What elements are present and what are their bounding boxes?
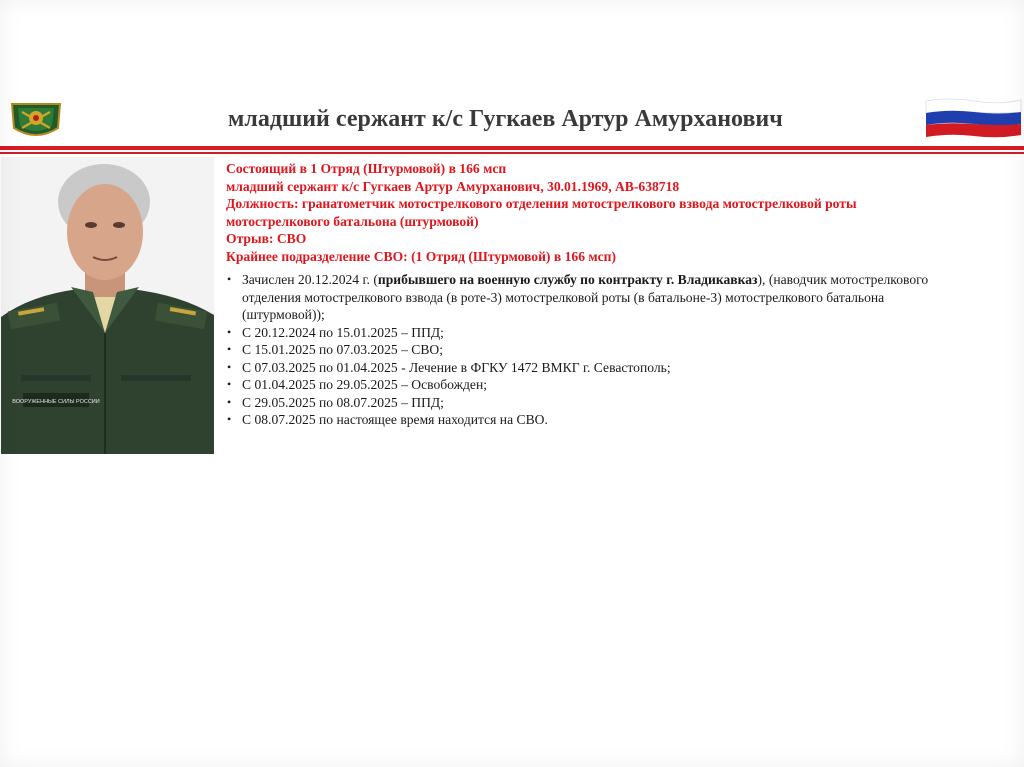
event-text-start: Зачислен 20.12.2024 г. ( bbox=[242, 272, 378, 287]
event-text-bold: прибывшего на военную службу по контракту г. Владикавказ bbox=[377, 272, 758, 287]
event-text-end: ), (наводчик мотострелкового bbox=[757, 272, 929, 287]
header-divider-thin bbox=[0, 152, 1024, 154]
info-position-cont: мотострелкового батальона (штурмовой) bbox=[226, 213, 479, 229]
portrait-photo bbox=[1, 157, 214, 454]
list-item: • С 07.03.2025 по 01.04.2025 - Лечение в ФГКУ 1472 ВМКГ г. Севастополь; bbox=[226, 359, 1016, 377]
list-item: • С 15.01.2025 по 07.03.2025 – СВО; bbox=[226, 341, 1016, 359]
info-unit: Состоящий в 1 Отряд (Штурмовой) в 166 мсп bbox=[226, 161, 507, 176]
list-item: • С 29.05.2025 по 08.07.2025 – ППД; bbox=[226, 394, 1016, 412]
list-item: • С 08.07.2025 по настоящее время находится на СВО. bbox=[226, 411, 1016, 429]
russian-flag-icon bbox=[924, 97, 1023, 139]
service-info bbox=[226, 160, 986, 265]
info-detachment: Отрыв: СВО bbox=[226, 231, 307, 246]
chest-patch-text: ВООРУЖЕННЫЕ СИЛЫ РОССИИ bbox=[12, 399, 100, 405]
event-text-cont2: (штурмовой)); bbox=[242, 307, 325, 322]
list-item bbox=[226, 271, 1016, 324]
list-item: • С 01.04.2025 по 29.05.2025 – Освобожден; bbox=[226, 376, 1016, 394]
military-emblem-icon bbox=[8, 98, 64, 142]
event-text-cont: отделения мотострелкового взвода (в роте-3) мотострелковой роты (в батальоне-3) мотострелкового батальона bbox=[242, 289, 885, 305]
info-identity: младший сержант к/с Гугкаев Артур Амурханович, 30.01.1969, АВ-638718 bbox=[226, 178, 680, 194]
header-divider-thick bbox=[0, 146, 1024, 150]
page-title: младший сержант к/с Гугкаев Артур Амурханович bbox=[228, 106, 783, 132]
info-last-unit: Крайнее подразделение СВО: (1 Отряд (Штурмовой) в 166 мсп) bbox=[226, 248, 617, 264]
info-position: Должность: гранатометчик мотострелкового отделения мотострелкового взвода мотострелковой роты bbox=[226, 196, 857, 211]
list-item: • С 20.12.2024 по 15.01.2025 – ППД; bbox=[226, 324, 1016, 342]
service-history-list bbox=[226, 271, 1016, 429]
